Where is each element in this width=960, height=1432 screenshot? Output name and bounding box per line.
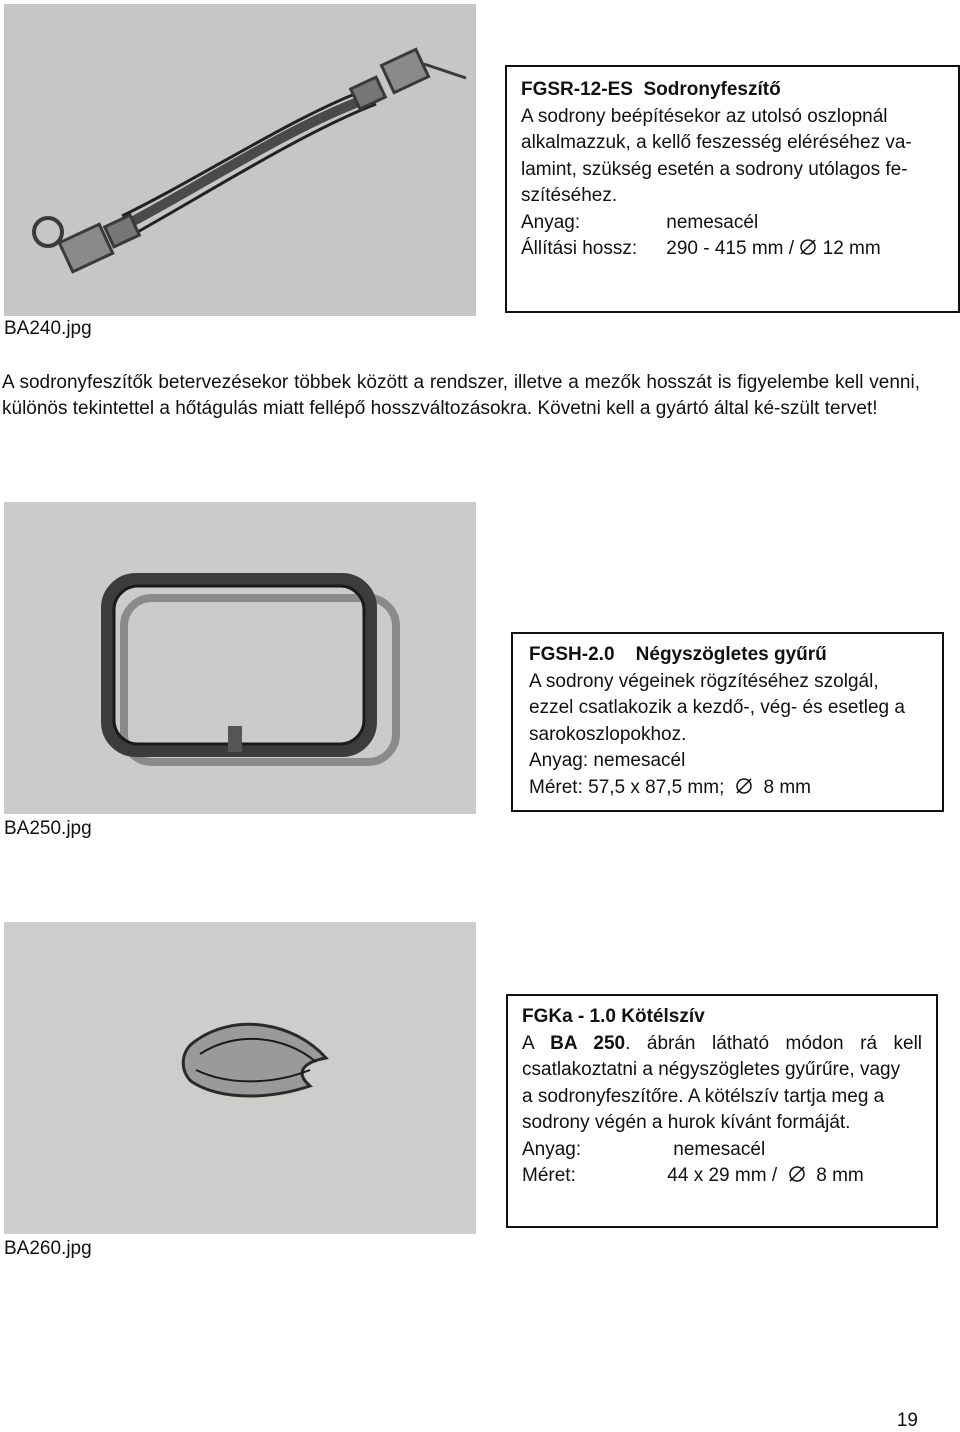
material-line: Anyag: nemesacél xyxy=(529,750,686,771)
product-name: Sodronyfeszítő xyxy=(643,79,781,100)
product-box-turnbuckle xyxy=(505,65,960,313)
body-paragraph: A sodronyfeszítők betervezésekor többek között a rendszer, illetve a mezők hosszát is figyelembe kell venni, különös tekintettel a hőtágulás miatt fellépő hosszváltozásokra. Követni kell a gyártó által ké-szült tervet! xyxy=(2,372,920,419)
diameter-icon xyxy=(799,238,817,256)
material-label: Anyag: xyxy=(521,211,581,233)
description-line: sodrony végén a hurok kívánt formáját. xyxy=(522,1112,851,1133)
size-label: Állítási hossz: xyxy=(521,238,638,259)
product-code: FGSR-12-ES xyxy=(521,79,633,100)
description-line: lamint, szükség esetén a sodrony utólagos fe- xyxy=(521,158,908,180)
product-box-thimble: FGKa - 1.0 Kötélszív A BA 250. ábrán látható módon rá kell csatlakoztatni a négyszögletes gyűrűre, vagy a sodronyfeszítőre. A kötélszív tartja meg a sodrony végén a hurok kívánt formáját. Anyag: nemesacél Méret: 44 x 29 mm / 8 mm xyxy=(506,994,938,1228)
description-line: A sodrony végeinek rögzítéséhez szolgál, xyxy=(529,670,879,692)
size-value: 44 x 29 mm / xyxy=(667,1165,778,1186)
turnbuckle-illustration xyxy=(4,4,476,316)
size-value: 290 - 415 mm / xyxy=(666,238,795,259)
product-name: Négyszögletes gyűrű xyxy=(635,644,827,665)
product-box-square-ring xyxy=(511,632,944,812)
description-line: ezzel csatlakozik a kezdő-, vég- és esetleg a xyxy=(529,697,905,718)
size-value: Méret: 57,5 x 87,5 mm; xyxy=(529,776,725,798)
page-number: 19 xyxy=(896,1410,918,1431)
diameter-icon xyxy=(735,777,753,795)
material-value: nemesacél xyxy=(666,211,759,233)
material-label: Anyag: xyxy=(522,1138,582,1160)
reference-bold: BA 250 xyxy=(550,1032,626,1054)
turnbuckle-photo xyxy=(4,4,476,316)
image-label-ba250: BA250.jpg xyxy=(4,818,92,839)
description-line: szítéséhez. xyxy=(521,185,618,206)
image-label-ba260: BA260.jpg xyxy=(4,1238,92,1259)
diameter-value: 8 mm xyxy=(763,776,811,798)
thimble-illustration xyxy=(4,922,476,1234)
material-value: nemesacél xyxy=(673,1138,766,1160)
size-label: Méret: xyxy=(522,1165,576,1186)
diameter-value: 12 mm xyxy=(822,238,881,259)
description-line: csatlakoztatni a négyszögletes gyűrűre, vagy xyxy=(522,1059,901,1080)
description-line: alkalmazzuk, a kellő feszesség eléréséhez va- xyxy=(521,132,912,153)
image-label-ba240: BA240.jpg xyxy=(4,318,92,339)
product-code-name: FGKa - 1.0 Kötélszív xyxy=(522,1006,705,1027)
diameter-value: 8 mm xyxy=(816,1165,864,1186)
description-line: a sodronyfeszítőre. A kötélszív tartja meg a xyxy=(522,1085,885,1107)
square-ring-illustration xyxy=(4,502,476,814)
diameter-icon xyxy=(788,1165,806,1183)
description-line: A sodrony beépítésekor az utolsó oszlopnál xyxy=(521,105,888,127)
product-code: FGSH-2.0 xyxy=(529,644,615,665)
square-ring-photo xyxy=(4,502,476,814)
thimble-photo xyxy=(4,922,476,1234)
description-line: sarokoszlopokhoz. xyxy=(529,723,687,745)
